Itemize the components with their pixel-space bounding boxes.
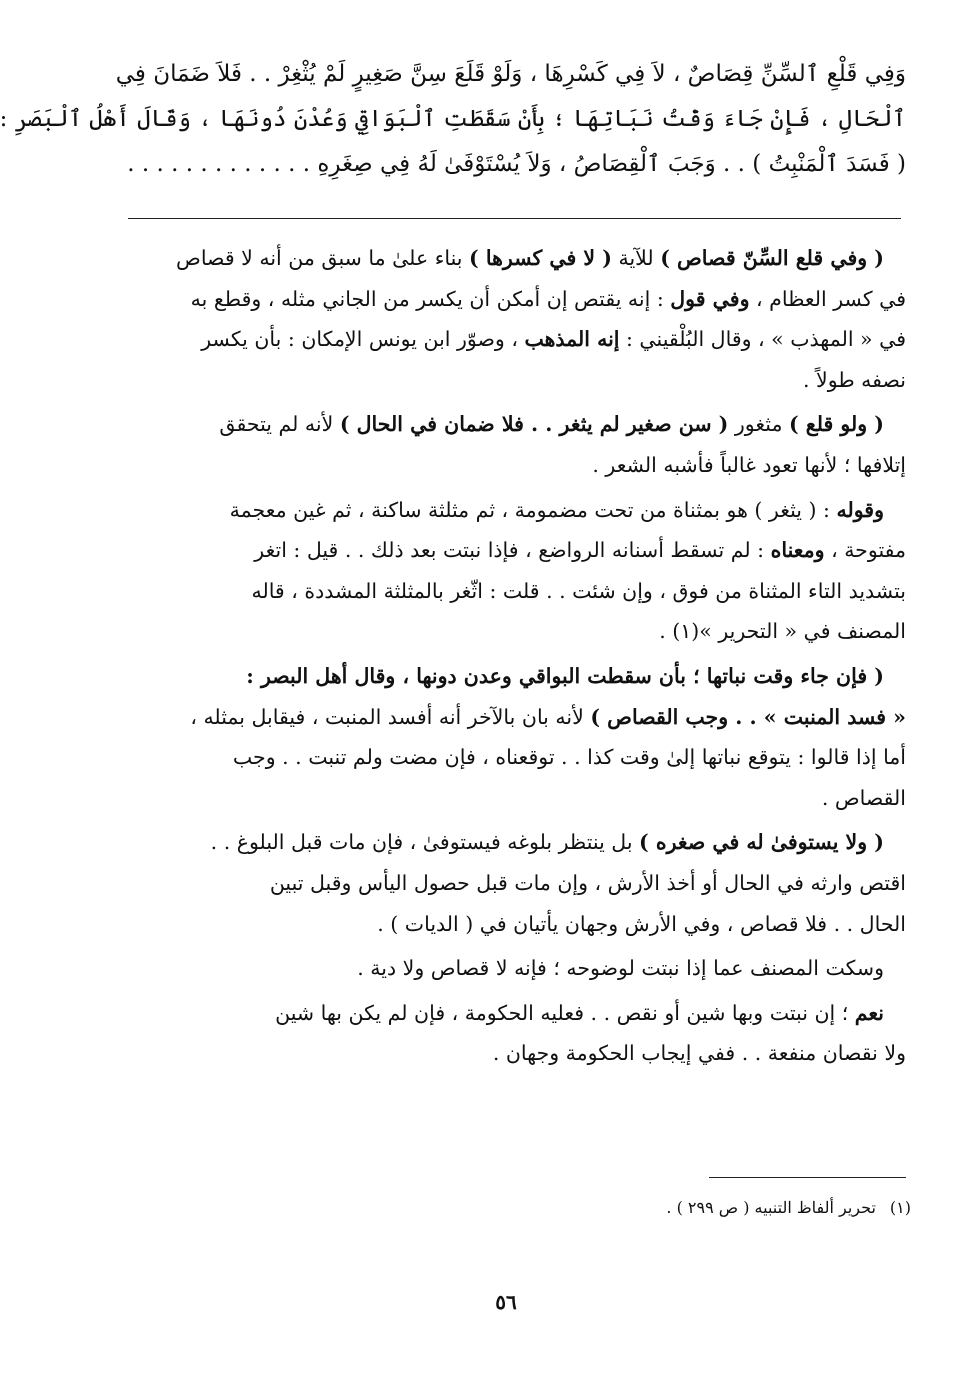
footnote xyxy=(151,1195,911,1221)
commentary-line xyxy=(128,904,906,945)
commentary-line xyxy=(128,445,906,486)
commentary-text: الحال . . فلا قصاص ، وفي الأرش وجهان يأتيان في ( الديات ) . xyxy=(377,911,906,936)
footnote-separator xyxy=(709,1177,906,1178)
commentary-text: نصفه طولاً . xyxy=(803,367,906,392)
commentary-text: ولا نقصان منفعة . . ففي إيجاب الحكومة وجهان . xyxy=(492,1041,906,1066)
footnote-text: تحرير ألفاظ التنبيه ( ص ٢٩٩ ) . xyxy=(666,1198,876,1217)
bold-quoted-text: ( سن صغير لم يثغر . . فلا ضمان في الحال ) xyxy=(339,412,729,437)
commentary-paragraph xyxy=(128,822,906,944)
commentary-line xyxy=(128,737,906,778)
commentary-text: ؛ إن نبتت وبها شين أو نقص . . فعليه الحكومة ، فإن لم يكن بها شين xyxy=(275,1000,855,1025)
commentary-sharh xyxy=(128,238,906,1078)
commentary-text: بل ينتظر بلوغه فيستوفىٰ ، فإن مات قبل البلوغ . . xyxy=(210,830,640,855)
commentary-text: : إنه يقتص إن أمكن أن يكسر من الجاني مثله ، وقطع به xyxy=(190,286,671,311)
commentary-line xyxy=(128,611,906,652)
commentary-text: ، وصوّر ابن يونس الإمكان : بأن يكسر xyxy=(201,327,525,352)
commentary-line xyxy=(128,360,906,401)
separator-line xyxy=(128,218,901,219)
commentary-line xyxy=(128,319,906,360)
commentary-text: لأنه بان بالآخر أنه أفسد المنبت ، فيقابل بمثله ، xyxy=(190,704,591,729)
commentary-paragraph xyxy=(128,404,906,485)
matn-line: ( فَسَدَ ٱلْمَنْبِتُ ) . . وَجَبَ ٱلْقِصَاصُ ، وَلاَ يُسْتَوْفَىٰ لَهُ فِي صِغَرِهِ . . . . . . . . . . . . . xyxy=(127,151,906,177)
bold-quoted-text: ( وفي قلع السِّنّ قصاص ) xyxy=(660,246,884,270)
commentary-paragraph xyxy=(128,490,906,652)
commentary-paragraph xyxy=(128,948,906,989)
commentary-text: بتشديد التاء المثناة من فوق ، وإن شئت . . قلت : اثّغر بالمثلثة المشددة ، قاله xyxy=(251,578,906,603)
footnote-number: (١) xyxy=(889,1198,911,1217)
bold-quoted-text: ( ولا يستوفىٰ له في صغره ) xyxy=(639,830,884,855)
commentary-line xyxy=(128,948,906,989)
bold-quoted-text: « فسد المنبت » . . وجب القصاص ) xyxy=(590,704,906,729)
bold-quoted-text: وفي قول xyxy=(670,286,750,311)
bold-quoted-text: ( ولو قلع ) xyxy=(788,412,884,437)
commentary-line xyxy=(128,656,906,697)
commentary-text: للآية xyxy=(611,246,661,270)
commentary-text: في كسر العظام ، xyxy=(749,286,906,311)
commentary-text: بناء علىٰ ما سبق من أنه لا قصاص xyxy=(176,246,470,270)
commentary-line xyxy=(128,530,906,571)
commentary-line xyxy=(128,778,906,819)
commentary-text: اقتص وارثه في الحال أو أخذ الأرش ، وإن مات قبل حصول اليأس وقبل تبين xyxy=(269,870,906,895)
bold-quoted-text: وقوله xyxy=(836,497,884,522)
commentary-text: أما إذا قالوا : يتوقع نباتها إلىٰ وقت كذا . . توقعناه ، فإن مضت ولم تنبت . . وجب xyxy=(232,745,906,770)
bold-quoted-text: ومعناه xyxy=(770,538,825,563)
commentary-line xyxy=(128,571,906,612)
commentary-line xyxy=(128,490,906,531)
bold-quoted-text: ( لا في كسرها ) xyxy=(469,246,612,270)
commentary-text: المصنف في « التحرير »(١) . xyxy=(659,619,906,644)
commentary-line xyxy=(128,822,906,863)
commentary-line xyxy=(128,993,906,1034)
bold-quoted-text: نعم xyxy=(854,1000,884,1025)
bold-quoted-text: إنه المذهب xyxy=(524,327,620,352)
matn-line: وَفِي قَلْعِ ٱلسِّنِّ قِصَاصٌ ، لاَ فِي كَسْرِهَا ، وَلَوْ قَلَعَ سِنَّ صَغِيرٍ لَمْ يُثْغِرْ . . فَلاَ ضَمَانَ فِي xyxy=(115,61,906,87)
commentary-paragraph xyxy=(128,238,906,400)
commentary-text: إتلافها ؛ لأنها تعود غالباً فأشبه الشعر . xyxy=(592,452,906,477)
commentary-text: وسكت المصنف عما إذا نبتت لوضوحه ؛ فإنه لا قصاص ولا دية . xyxy=(357,956,884,981)
commentary-paragraph xyxy=(128,993,906,1074)
commentary-text: القصاص . xyxy=(821,785,906,810)
commentary-line xyxy=(128,863,906,904)
commentary-text: في « المهذب » ، وقال البُلْقيني : xyxy=(619,327,906,352)
main-text-matn xyxy=(0,52,906,187)
page-number: ٥٦ xyxy=(495,1290,517,1314)
commentary-text: لأنه لم يتحقق xyxy=(219,412,340,437)
commentary-text: : ( يثغر ) هو بمثناة من تحت مضمومة ، ثم مثلثة ساكنة ، ثم غين معجمة xyxy=(229,497,837,522)
bold-quoted-text: ( فإن جاء وقت نباتها ؛ بأن سقطت البواقي وعدن دونها ، وقال أهل البصر : xyxy=(246,663,884,688)
commentary-line xyxy=(128,238,906,279)
matn-line: ٱلْحَالِ ، فَإِنْ جَاءَ وَقْتُ نَبَاتِهَا ؛ بِأَنْ سَقَطَتِ ٱلْبَوَاقِي وَعُدْنَ دُونَهَا ، وَقَالَ أَهْلُ ٱلْبَصَرِ : xyxy=(0,106,906,132)
commentary-line xyxy=(128,404,906,445)
commentary-line xyxy=(128,1033,906,1074)
commentary-text: : لم تسقط أسنانه الرواضع ، فإذا نبتت بعد ذلك . . قيل : اتغر xyxy=(254,538,771,563)
commentary-paragraph xyxy=(128,656,906,818)
commentary-text: مفتوحة ، xyxy=(824,538,906,563)
commentary-line xyxy=(128,697,906,738)
commentary-line xyxy=(128,279,906,320)
commentary-text: مثغور xyxy=(728,412,789,437)
